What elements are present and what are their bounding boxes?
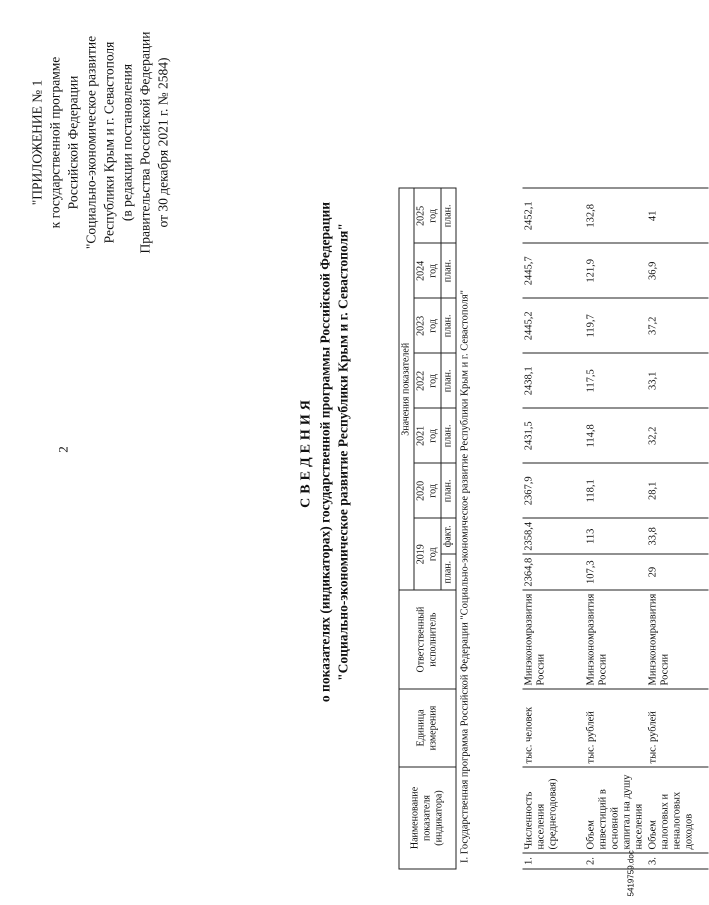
title-block <box>297 0 353 905</box>
indicator-name: Численность населения (среднегодовая) <box>523 767 585 853</box>
value-cell: 36,9 <box>647 243 709 298</box>
indicator-unit: тыс. рублей <box>585 689 647 767</box>
indicator-responsible: Минэкономразвития России <box>585 590 647 689</box>
header-plan: план. <box>441 298 456 353</box>
table-row <box>585 188 647 869</box>
appendix-line: от 30 декабря 2021 г. № 2584) <box>155 57 171 228</box>
appendix-line: "Социально-экономическое развитие <box>83 35 99 250</box>
indicator-name: Объем инвестиций в основной капитал на душу населения <box>585 767 647 853</box>
value-cell: 2358,4 <box>523 518 585 554</box>
header-values-group: Значения показателей <box>399 188 414 590</box>
document-page <box>1 0 695 905</box>
header-plan: план. <box>441 353 456 408</box>
header-fact: факт. <box>441 518 456 554</box>
indicator-responsible: Минэкономразвития России <box>647 590 709 689</box>
document-title: СВЕДЕНИЯ <box>298 396 314 508</box>
header-year: 2024 год <box>414 243 441 298</box>
table-row <box>523 188 585 869</box>
appendix-line: "ПРИЛОЖЕНИЕ № 1 <box>29 79 45 206</box>
row-number: 2. <box>585 853 647 869</box>
value-cell: 114,8 <box>585 408 647 463</box>
value-cell: 118,1 <box>585 463 647 518</box>
value-cell: 2445,2 <box>523 298 585 353</box>
header-plan: план. <box>441 188 456 243</box>
appendix-line: (в редакции постановления <box>119 63 135 222</box>
appendix-line: к государственной программе <box>47 56 63 229</box>
indicator-responsible: Минэкономразвития России <box>523 590 585 689</box>
header-year: 2021 год <box>414 408 441 463</box>
appendix-line: Республики Крым и г. Севастополя <box>101 41 117 244</box>
header-unit: Единица измерения <box>399 689 456 767</box>
header-responsible: Ответственный исполнитель <box>399 590 456 689</box>
header-plan: план. <box>441 554 456 590</box>
header-year: 2020 год <box>414 463 441 518</box>
header-name: Наименование показателя (индикатора) <box>399 767 456 869</box>
indicator-unit: тыс. человек <box>523 689 585 767</box>
value-cell: 33,1 <box>647 353 709 408</box>
value-cell: 37,2 <box>647 298 709 353</box>
table-row <box>647 188 709 869</box>
value-cell: 113 <box>585 518 647 554</box>
value-cell: 2364,8 <box>523 554 585 590</box>
header-year: 2025 год <box>414 188 441 243</box>
value-cell: 32,2 <box>647 408 709 463</box>
document-subtitle: о показателях (индикаторах) государственной программы Российской Федерации <box>317 201 333 703</box>
appendix-line: Правительства Российской Федерации <box>137 31 153 254</box>
appendix-note <box>29 8 173 278</box>
value-cell: 132,8 <box>585 188 647 243</box>
header-plan: план. <box>441 243 456 298</box>
indicator-unit: тыс. рублей <box>647 689 709 767</box>
value-cell: 2367,9 <box>523 463 585 518</box>
row-number: 3. <box>647 853 709 869</box>
document-code: 5419759.doc <box>626 850 636 897</box>
value-cell: 117,5 <box>585 353 647 408</box>
value-cell: 2438,1 <box>523 353 585 408</box>
document-subtitle-program: "Социально-экономическое развитие Республики Крым и г. Севастополя" <box>335 223 351 681</box>
value-cell: 41 <box>647 188 709 243</box>
value-cell: 119,7 <box>585 298 647 353</box>
row-number: 1. <box>523 853 585 869</box>
header-year: 2019 год <box>414 518 441 590</box>
header-plan: план. <box>441 463 456 518</box>
value-cell: 29 <box>647 554 709 590</box>
value-cell: 2431,5 <box>523 408 585 463</box>
value-cell: 2452,1 <box>523 188 585 243</box>
header-plan: план. <box>441 408 456 463</box>
page-number: 2 <box>55 446 71 453</box>
value-cell: 33,8 <box>647 518 709 554</box>
value-cell: 28,1 <box>647 463 709 518</box>
indicator-name: Объем налоговых и неналоговых доходов <box>647 767 709 853</box>
header-year: 2023 год <box>414 298 441 353</box>
value-cell: 2445,7 <box>523 243 585 298</box>
appendix-line: Российской Федерации <box>65 75 81 210</box>
value-cell: 107,3 <box>585 554 647 590</box>
header-year: 2022 год <box>414 353 441 408</box>
value-cell: 121,9 <box>585 243 647 298</box>
indicators-table <box>399 188 709 870</box>
section-heading: I. Государственная программа Российской Федерации "Социально-экономическое развитие Республики Крым и г. Севастополя" <box>459 290 471 863</box>
